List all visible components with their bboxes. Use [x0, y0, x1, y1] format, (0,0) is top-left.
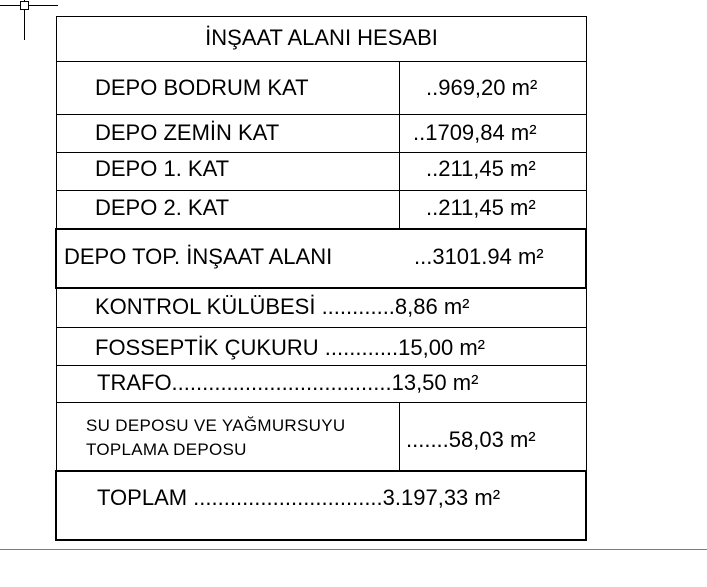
row-value-floor1: ..211,45 m²: [426, 156, 536, 181]
table-title: İNŞAAT ALANI HESABI: [205, 25, 438, 50]
column-divider-water: [399, 402, 400, 470]
column-divider: [399, 61, 400, 228]
subtotal-label: DEPO TOP. İNŞAAT ALANI: [64, 244, 333, 269]
page-boundary-line: [0, 549, 707, 550]
subtotal-value: ...3101.94 m²: [414, 244, 544, 269]
extra-septic-pit: FOSSEPTİK ÇUKURU ............15,00 m²: [95, 335, 485, 360]
row-label-floor2: DEPO 2. KAT: [95, 195, 230, 220]
row-label-basement: DEPO BODRUM KAT: [95, 75, 309, 100]
water-tank-label-line2: TOPLAMA DEPOSU: [86, 440, 247, 459]
water-tank-value: .......58,03 m²: [406, 427, 536, 452]
extra-control-booth: KONTROL KÜLÜBESİ ............8,86 m²: [95, 294, 470, 319]
row-value-ground: ..1709,84 m²: [413, 120, 537, 145]
row-label-floor1: DEPO 1. KAT: [95, 156, 230, 181]
water-tank-label-line1: SU DEPOSU VE YAĞMURSUYU: [86, 416, 346, 435]
row-value-floor2: ..211,45 m²: [426, 195, 536, 220]
row-value-basement: ..969,20 m²: [426, 75, 538, 100]
total-row: TOPLAM ...............................3.197,33 m²: [97, 485, 501, 510]
extra-transformer: TRAFO....................................13,50 m²: [97, 370, 479, 395]
row-label-ground: DEPO ZEMİN KAT: [95, 120, 280, 145]
